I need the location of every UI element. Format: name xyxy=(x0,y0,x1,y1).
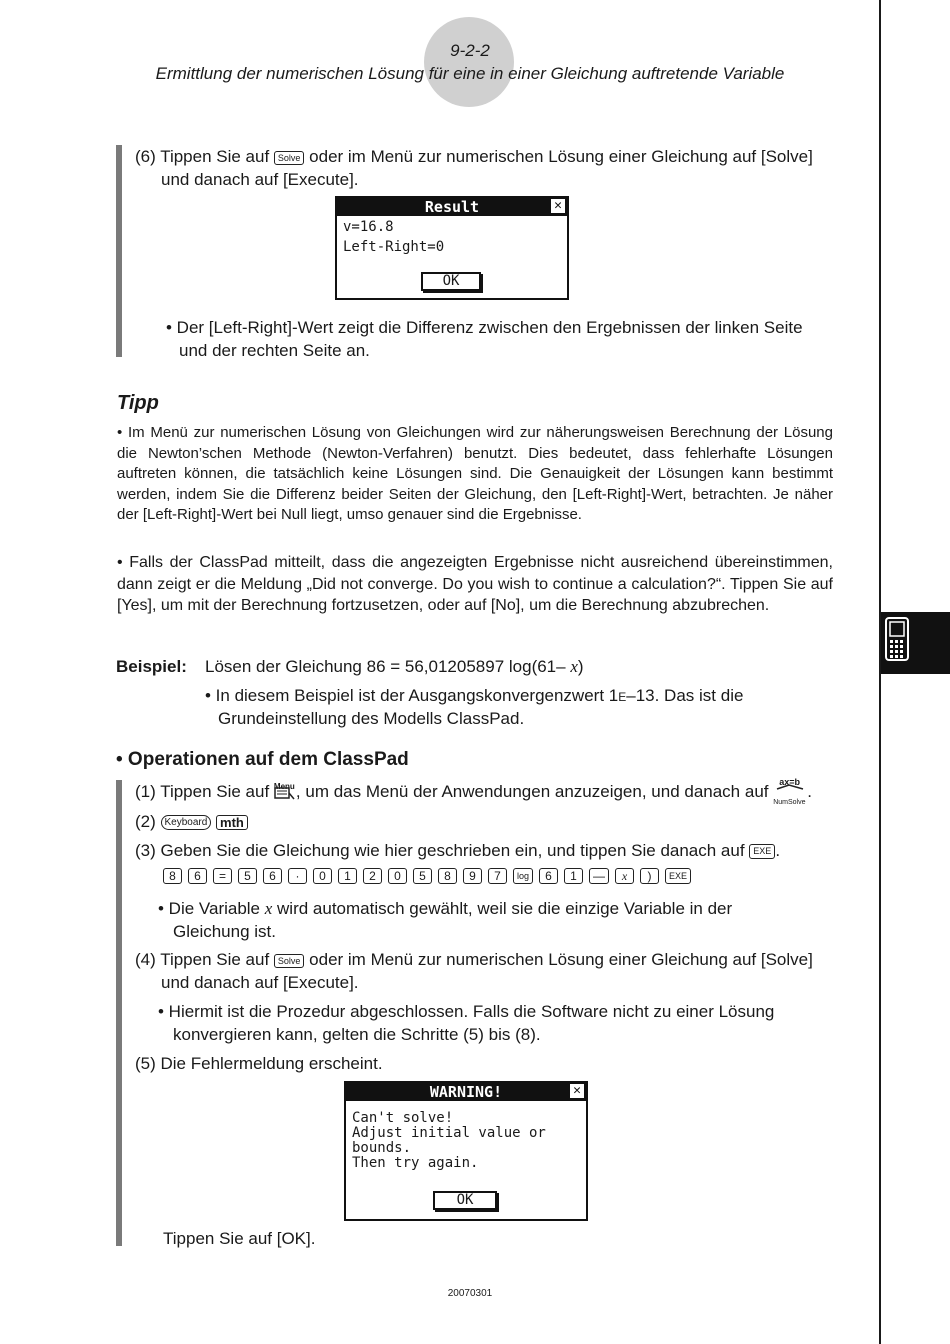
key-6: 6 xyxy=(188,868,207,884)
key-5: 5 xyxy=(413,868,432,884)
tipp-paragraph-1: • Im Menü zur numerischen Lösung von Gleichungen wird zur näherungsweisen Berechnung der Lösung die Newton’schen Methode (Newton-Verfahren) benutzt. Dies bedeutet, dass fehlerhafte Lösungen auftreten können, die tatsächlich keine Lösungen sind. Die Genauigkeit der Lösungen kann bestimmt werden, indem Sie die Differenz beider Seiten der Gleichung, den [Left-Right]-Wert, betrachten. Je näher der [Left-Right]-Wert bei Null liegt, umso genauer sind die Ergebnisse. xyxy=(117,424,833,523)
beispiel-note-1: • In diesem Beispiel ist der Ausgangskonvergenzwert 1E–13. Das ist die xyxy=(205,686,744,705)
dialog-body: v=16.8 Left-Right=0 xyxy=(343,219,445,255)
key-0: 0 xyxy=(388,868,407,884)
operations-heading: • Operationen auf dem ClassPad xyxy=(116,749,409,770)
ops-step-2: (2) Keyboard mth xyxy=(135,810,248,833)
tipp-paragraph-2: • Falls der ClassPad mitteilt, dass die angezeigten Ergebnisse nicht ausreichend übereinstimmen, dann zeigt er die Meldung „Did not converge. Do you wish to continue a calculation?“. Tippen Sie auf [Yes], um mit der Berechnung fortzusetzen, oder auf [No], um die Berechnung abzubrechen. xyxy=(117,554,833,615)
key-exe: EXE xyxy=(665,868,691,884)
step6-bullet-cont: und der rechten Seite an. xyxy=(179,341,370,360)
ops-step-3: (3) Geben Sie die Gleichung wie hier geschrieben ein, und tippen Sie danach auf EXE . xyxy=(135,841,781,860)
ops-step-5: (5) Die Fehlermeldung erscheint. xyxy=(135,1054,383,1073)
key-8: 8 xyxy=(438,868,457,884)
result-dialog xyxy=(335,196,569,300)
key-decimal: · xyxy=(288,868,307,884)
beispiel-note-2: Grundeinstellung des Modells ClassPad. xyxy=(218,709,525,728)
key-close-paren: ) xyxy=(640,868,659,884)
page-title: Ermittlung der numerischen Lösung für eine in einer Gleichung auftretende Variable xyxy=(155,64,785,83)
key-5: 5 xyxy=(238,868,257,884)
dialog-title: WARNING! ✕ xyxy=(346,1083,586,1101)
step6-line1: (6) Tippen Sie auf Solve oder im Menü zur numerischen Lösung einer Gleichung auf [Solve] xyxy=(135,147,813,166)
key-8: 8 xyxy=(163,868,182,884)
numsolve-icon: ax=b NumSolve xyxy=(773,776,806,806)
solve-key-icon: Solve xyxy=(274,151,305,165)
key-minus: — xyxy=(589,868,609,884)
operations-bar xyxy=(116,780,122,1246)
tipp-heading: Tipp xyxy=(117,392,159,414)
step6-bullet: • Der [Left-Right]-Wert zeigt die Differenz zwischen den Ergebnissen der linken Seite xyxy=(166,318,803,337)
key-sequence xyxy=(163,868,691,884)
ops-step-4: (4) Tippen Sie auf Solve oder im Menü zur numerischen Lösung einer Gleichung auf [Solve] xyxy=(135,950,813,969)
footer-code: 20070301 xyxy=(447,1288,493,1299)
page-number-circle xyxy=(424,17,514,107)
key-9: 9 xyxy=(463,868,482,884)
keyboard-key: Keyboard xyxy=(161,815,212,830)
beispiel-label: Beispiel: xyxy=(116,657,187,676)
step-bar xyxy=(116,145,122,357)
page-number: 9-2-2 xyxy=(450,41,490,60)
calculator-icon xyxy=(881,612,950,674)
chapter-tab xyxy=(881,612,950,674)
ok-button[interactable]: OK xyxy=(433,1191,497,1210)
ops-step-5-end: Tippen Sie auf [OK]. xyxy=(163,1229,316,1248)
close-icon[interactable]: ✕ xyxy=(551,199,565,213)
close-icon[interactable]: ✕ xyxy=(570,1084,584,1098)
exe-key: EXE xyxy=(749,844,775,859)
mth-key: mth xyxy=(216,815,248,830)
ops-step-3-note-2: Gleichung ist. xyxy=(173,922,276,941)
ops-step-4-note-1: • Hiermit ist die Prozedur abgeschlossen. Falls die Software nicht zu einer Lösung xyxy=(158,1002,775,1021)
solve-key-icon: Solve xyxy=(274,954,305,968)
key-x: x xyxy=(615,868,634,884)
beispiel-equation: Lösen der Gleichung 86 = 56,01205897 log(61– x) xyxy=(205,657,584,676)
menu-icon: Menu xyxy=(274,778,296,800)
key-1: 1 xyxy=(338,868,357,884)
key-log: log xyxy=(513,868,533,884)
ops-step-1: (1) Tippen Sie auf Menu , um das Menü der Anwendungen anzuzeigen, und danach auf ax=b NumSolve . xyxy=(135,776,812,806)
ops-step-4-cont: und danach auf [Execute]. xyxy=(161,973,359,992)
key-2: 2 xyxy=(363,868,382,884)
ops-step-4-note-2: konvergieren kann, gelten die Schritte (5) bis (8). xyxy=(173,1025,541,1044)
key-6: 6 xyxy=(263,868,282,884)
key-7: 7 xyxy=(488,868,507,884)
key-6: 6 xyxy=(539,868,558,884)
key-1: 1 xyxy=(564,868,583,884)
warning-dialog xyxy=(344,1081,588,1221)
step6-line2: und danach auf [Execute]. xyxy=(161,170,359,189)
ops-step-3-note-1: • Die Variable x wird automatisch gewählt, weil sie die einzige Variable in der xyxy=(158,899,733,918)
ok-button[interactable]: OK xyxy=(421,272,481,291)
dialog-body: Can't solve! Adjust initial value or bounds. Then try again. xyxy=(352,1110,546,1171)
key-0: 0 xyxy=(313,868,332,884)
dialog-title: Result ✕ xyxy=(337,198,567,216)
key-equals: = xyxy=(213,868,232,884)
